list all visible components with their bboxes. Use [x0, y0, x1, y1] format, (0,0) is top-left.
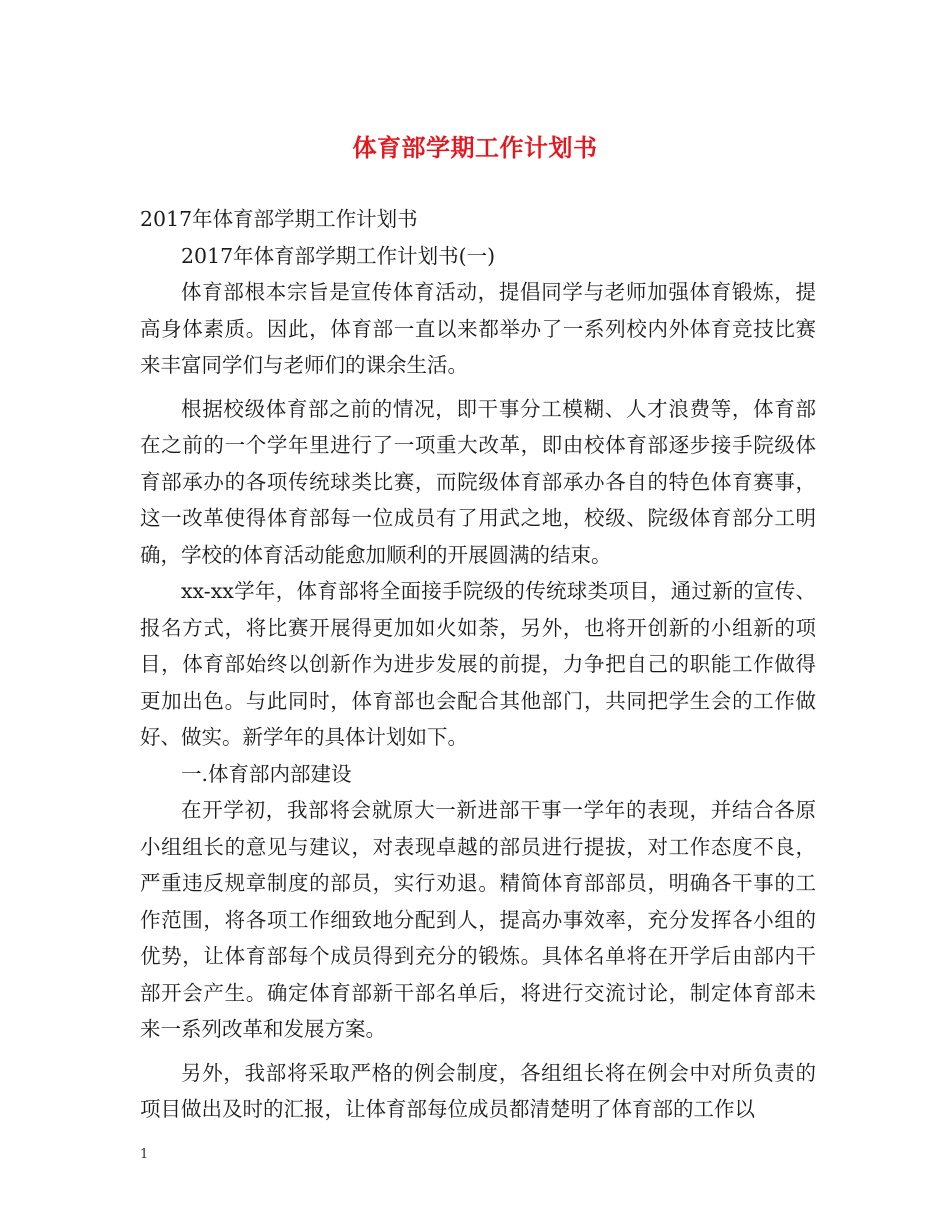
document-title: 体育部学期工作计划书: [352, 133, 598, 162]
page-number: 1: [140, 1147, 149, 1162]
paragraph: 在开学初，我部将会就原大一新进部干事一学年的表现，并结合各原小组组长的意见与建议，对表现卓越的部员进行提拔，对工作态度不良，严重违反规章制度的部员，实行劝退。精简体育部部员，明确各干事的工作范围，将各项工作细致地分配到人，提高办事效率，充分发挥各小组的优势，让体育部每个成员得到充分的锻炼。具体名单将在开学后由部内干部开会产生。确定体育部新干部名单后，将进行交流讨论，制定体育部未来一系列改革和发展方案。: [140, 798, 816, 1041]
document-body: [140, 201, 816, 1128]
section-heading: 一.体育部内部建设: [181, 761, 352, 786]
paragraph: 另外，我部将采取严格的例会制度，各组组长将在例会中对所负责的项目做出及时的汇报，让体育部每位成员都清楚明了体育部的工作以: [140, 1060, 816, 1121]
paragraph: xx-xx学年，体育部将全面接手院级的传统球类项目，通过新的宣传、报名方式，将比赛开展得更加如火如荼，另外，也将开创新的小组新的项目，体育部始终以创新作为进步发展的前提，力争把自己的职能工作做得更加出色。与此同时，体育部也会配合其他部门，共同把学生会的工作做好、做实。新学年的具体计划如下。: [140, 579, 816, 749]
paragraph: 根据校级体育部之前的情况，即干事分工模糊、人才浪费等，体育部在之前的一个学年里进行了一项重大改革，即由校体育部逐步接手院级体育部承办的各项传统球类比赛，而院级体育部承办各自的特色体育赛事，这一改革使得体育部每一位成员有了用武之地，校级、院级体育部分工明确，学校的体育活动能愈加顺利的开展圆满的结束。: [140, 396, 816, 567]
paragraph: 体育部根本宗旨是宣传体育活动，提倡同学与老师加强体育锻炼，提高身体素质。因此，体育部一直以来都举办了一系列校内外体育竞技比赛来丰富同学们与老师们的课余生活。: [140, 280, 816, 377]
paragraph-heading: 2017年体育部学期工作计划书: [140, 207, 418, 231]
paragraph-subheading: 2017年体育部学期工作计划书(一): [181, 243, 496, 268]
